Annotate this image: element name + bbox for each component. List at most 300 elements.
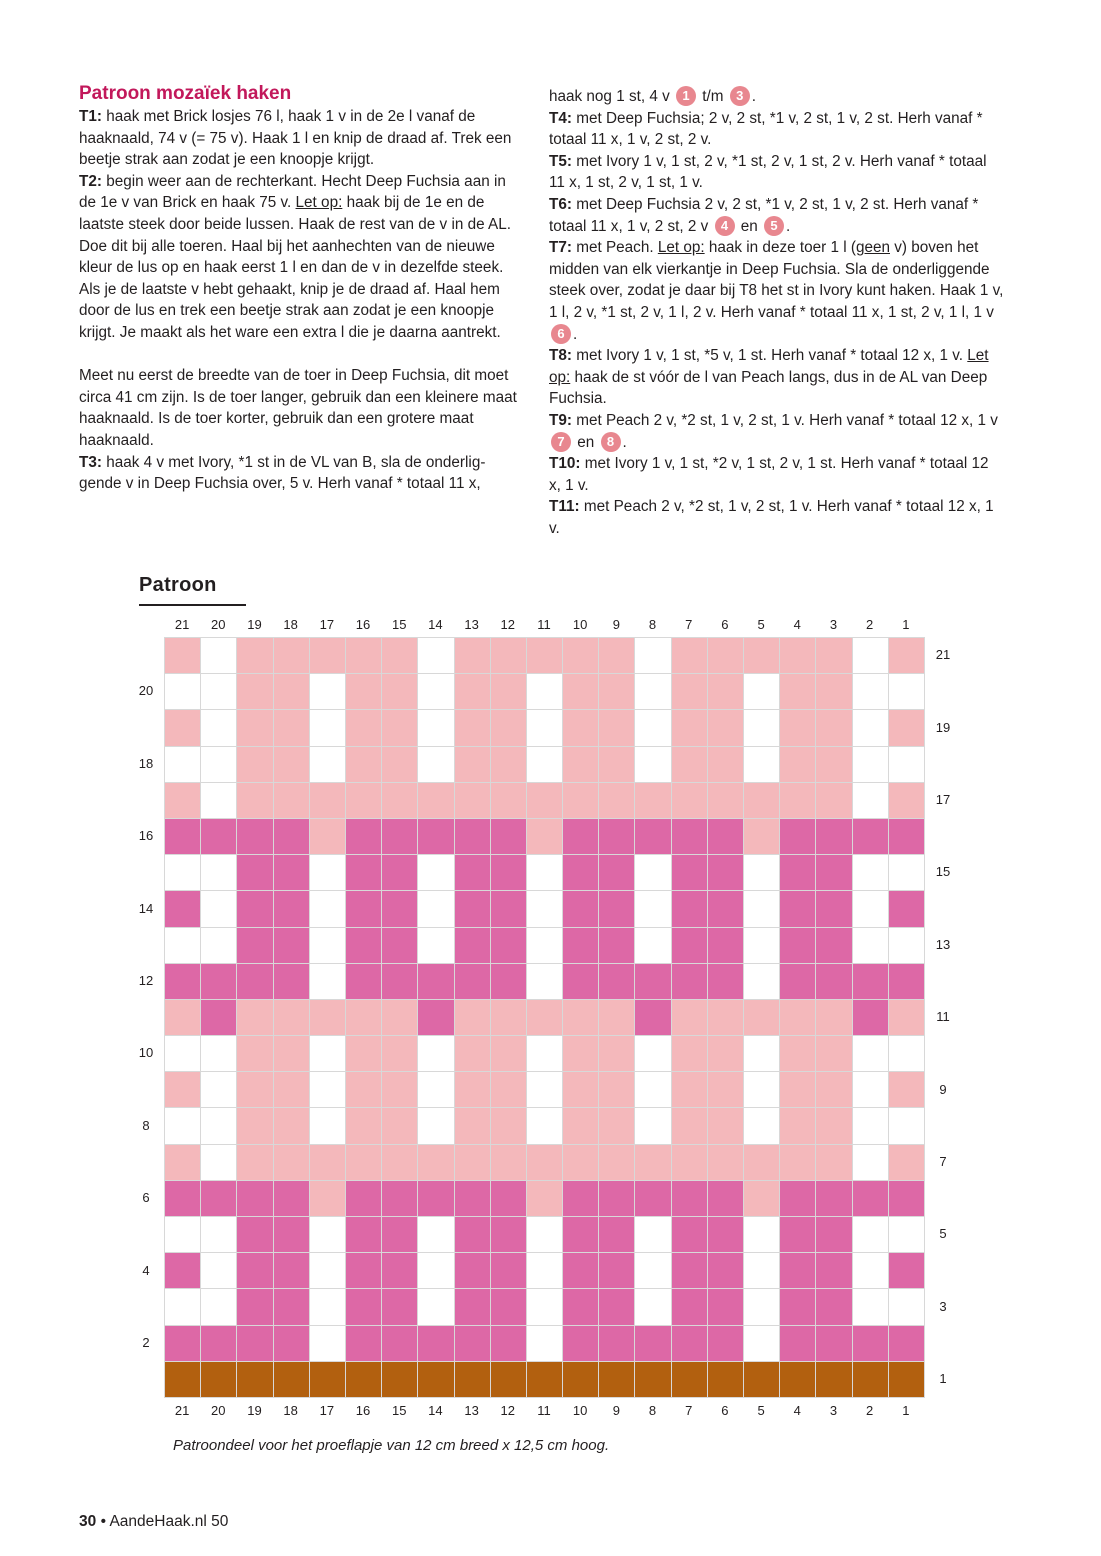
instruction-paragraph bbox=[79, 106, 524, 171]
emphasis-text: Let op: bbox=[657, 239, 705, 257]
stitch-cell-peach bbox=[708, 747, 744, 783]
stitch-cell-ivory bbox=[744, 964, 780, 1000]
column-number: 16 bbox=[355, 617, 371, 632]
text-run: met Peach 2 v, *2 st, 1 v, 2 st, 1 v. Herh vanaf * totaal 12 x, 1 v bbox=[571, 411, 998, 429]
row-number-right: 9 bbox=[939, 1081, 947, 1097]
stitch-cell-ivory bbox=[165, 747, 201, 783]
row-number-right: 19 bbox=[935, 719, 951, 735]
row-number-left: 6 bbox=[142, 1190, 150, 1206]
stitch-cell-ivory bbox=[165, 1108, 201, 1144]
stitch-cell-deep-fuchsia bbox=[455, 1253, 491, 1289]
stitch-cell-deep-fuchsia bbox=[455, 964, 491, 1000]
text-run: met Ivory 1 v, 1 st, *5 v, 1 st. Herh vanaf * totaal 12 x, 1 v. bbox=[571, 347, 968, 365]
stitch-cell-ivory bbox=[527, 747, 563, 783]
stitch-cell-deep-fuchsia bbox=[635, 1000, 671, 1036]
stitch-cell-deep-fuchsia bbox=[274, 891, 310, 927]
stitch-cell-deep-fuchsia bbox=[635, 819, 671, 855]
stitch-cell-brick bbox=[382, 1362, 418, 1398]
stitch-cell-deep-fuchsia bbox=[853, 819, 889, 855]
stitch-cell-peach bbox=[816, 674, 852, 710]
stitch-cell-ivory bbox=[201, 710, 237, 746]
stitch-cell-deep-fuchsia bbox=[382, 1217, 418, 1253]
stitch-cell-peach bbox=[599, 1036, 635, 1072]
stitch-cell-peach bbox=[346, 1036, 382, 1072]
stitch-cell-deep-fuchsia bbox=[672, 1326, 708, 1362]
stitch-cell-ivory bbox=[165, 928, 201, 964]
stitch-cell-peach bbox=[889, 783, 925, 819]
text-run: haak bij de 1e en de laatste steek door beide lussen. Haak de rest van de v in de AL. Doe dit bij alle toeren. Haal bij het aanhechten van de nieuwe kleur de lus op en haak eerst 1 l en dan de v in dezelfde steek. Als je de laatste v hebt gehaakt, knip je de draad af. Haal hem door de lus en trek een beetje strak aan zodat je een knoopje krijgt. Je maakt als het ware een extra l die je daarna aantrekt. bbox=[79, 194, 511, 341]
column-number: 8 bbox=[648, 1403, 657, 1418]
stitch-cell-ivory bbox=[201, 1145, 237, 1181]
stitch-cell-deep-fuchsia bbox=[237, 1253, 273, 1289]
stitch-cell-deep-fuchsia bbox=[346, 964, 382, 1000]
row-number-right: 5 bbox=[939, 1226, 947, 1242]
stitch-cell-deep-fuchsia bbox=[563, 1217, 599, 1253]
round-label: T1: bbox=[79, 108, 102, 125]
mosaic-pattern-chart bbox=[164, 637, 925, 1398]
stitch-cell-deep-fuchsia bbox=[599, 1289, 635, 1325]
stitch-cell-ivory bbox=[310, 855, 346, 891]
stitch-cell-ivory bbox=[310, 964, 346, 1000]
stitch-cell-peach bbox=[672, 1036, 708, 1072]
stitch-cell-deep-fuchsia bbox=[672, 891, 708, 927]
stitch-cell-peach bbox=[346, 1145, 382, 1181]
row-number-right: 13 bbox=[935, 936, 951, 952]
stitch-cell-deep-fuchsia bbox=[382, 1289, 418, 1325]
pattern-title: Patroon bbox=[139, 574, 217, 596]
stitch-cell-deep-fuchsia bbox=[563, 1181, 599, 1217]
stitch-cell-ivory bbox=[744, 1217, 780, 1253]
stitch-cell-ivory bbox=[744, 1326, 780, 1362]
row-number-right: 1 bbox=[939, 1371, 947, 1387]
row-number-left: 20 bbox=[138, 683, 154, 699]
stitch-cell-deep-fuchsia bbox=[708, 928, 744, 964]
stitch-cell-ivory bbox=[635, 674, 671, 710]
stitch-cell-peach bbox=[274, 747, 310, 783]
stitch-cell-deep-fuchsia bbox=[455, 1326, 491, 1362]
stitch-cell-ivory bbox=[310, 1217, 346, 1253]
stitch-cell-ivory bbox=[310, 747, 346, 783]
stitch-cell-peach bbox=[599, 1000, 635, 1036]
stitch-cell-deep-fuchsia bbox=[274, 1326, 310, 1362]
stitch-cell-deep-fuchsia bbox=[346, 819, 382, 855]
stitch-cell-deep-fuchsia bbox=[237, 891, 273, 927]
stitch-cell-deep-fuchsia bbox=[165, 1181, 201, 1217]
stitch-cell-peach bbox=[346, 674, 382, 710]
text-run: met Deep Fuchsia 2 v, 2 st, *1 v, 2 st, 1 v, 2 st. Herh vanaf * totaal 11 x, 1 v, 2 st, 2 v bbox=[549, 195, 979, 235]
stitch-cell-ivory bbox=[853, 1253, 889, 1289]
stitch-cell-ivory bbox=[201, 1108, 237, 1144]
stitch-cell-deep-fuchsia bbox=[780, 855, 816, 891]
stitch-cell-deep-fuchsia bbox=[418, 1181, 454, 1217]
stitch-cell-deep-fuchsia bbox=[889, 1181, 925, 1217]
instructions-right-column bbox=[549, 86, 1004, 539]
stitch-cell-ivory bbox=[853, 638, 889, 674]
stitch-cell-deep-fuchsia bbox=[816, 1326, 852, 1362]
stitch-cell-brick bbox=[635, 1362, 671, 1398]
stitch-cell-deep-fuchsia bbox=[708, 1217, 744, 1253]
stitch-cell-deep-fuchsia bbox=[455, 1217, 491, 1253]
text-run: . bbox=[622, 433, 627, 451]
stitch-cell-ivory bbox=[635, 1108, 671, 1144]
stitch-cell-peach bbox=[491, 674, 527, 710]
stitch-cell-ivory bbox=[853, 1036, 889, 1072]
stitch-cell-peach bbox=[708, 1145, 744, 1181]
stitch-cell-peach bbox=[527, 638, 563, 674]
text-run: haak 4 v met Ivory, *1 st in de VL van B, sla de onderlig-gende v in Deep Fuchsia over, 5 v. Herh vanaf * totaal 11 x, bbox=[79, 453, 486, 493]
stitch-cell-peach bbox=[744, 638, 780, 674]
stitch-cell-deep-fuchsia bbox=[455, 1181, 491, 1217]
column-number: 21 bbox=[174, 617, 190, 632]
stitch-cell-ivory bbox=[310, 1326, 346, 1362]
stitch-cell-deep-fuchsia bbox=[816, 928, 852, 964]
instruction-paragraph bbox=[79, 365, 524, 451]
stitch-cell-ivory bbox=[635, 710, 671, 746]
stitch-cell-deep-fuchsia bbox=[165, 891, 201, 927]
stitch-cell-deep-fuchsia bbox=[599, 1326, 635, 1362]
stitch-cell-deep-fuchsia bbox=[780, 1289, 816, 1325]
stitch-cell-ivory bbox=[889, 928, 925, 964]
stitch-cell-deep-fuchsia bbox=[563, 1326, 599, 1362]
stitch-cell-ivory bbox=[889, 747, 925, 783]
stitch-cell-deep-fuchsia bbox=[274, 1181, 310, 1217]
row-number-left: 18 bbox=[138, 755, 154, 771]
stitch-cell-deep-fuchsia bbox=[780, 891, 816, 927]
stitch-cell-peach bbox=[455, 1145, 491, 1181]
stitch-cell-deep-fuchsia bbox=[165, 819, 201, 855]
text-run: haak nog 1 st, 4 v bbox=[549, 88, 675, 105]
stitch-cell-deep-fuchsia bbox=[708, 1326, 744, 1362]
stitch-cell-ivory bbox=[201, 855, 237, 891]
stitch-cell-peach bbox=[708, 710, 744, 746]
stitch-cell-deep-fuchsia bbox=[708, 891, 744, 927]
row-number-left: 2 bbox=[142, 1334, 150, 1350]
stitch-cell-peach bbox=[563, 1036, 599, 1072]
stitch-cell-deep-fuchsia bbox=[708, 819, 744, 855]
row-number-right: 3 bbox=[939, 1298, 947, 1314]
stitch-cell-peach bbox=[672, 1072, 708, 1108]
column-number: 1 bbox=[902, 1403, 910, 1418]
stitch-cell-peach bbox=[274, 674, 310, 710]
stitch-cell-ivory bbox=[201, 1289, 237, 1325]
instruction-paragraph bbox=[549, 410, 1004, 453]
column-number: 14 bbox=[428, 1403, 443, 1418]
stitch-cell-peach bbox=[780, 1145, 816, 1181]
column-numbers-bottom bbox=[164, 1403, 924, 1418]
stitch-cell-deep-fuchsia bbox=[237, 928, 273, 964]
stitch-cell-ivory bbox=[310, 1072, 346, 1108]
stitch-cell-ivory bbox=[418, 1072, 454, 1108]
stitch-cell-peach bbox=[599, 783, 635, 819]
text-run: . bbox=[573, 325, 578, 343]
stitch-cell-brick bbox=[201, 1362, 237, 1398]
stitch-cell-ivory bbox=[201, 928, 237, 964]
stitch-cell-brick bbox=[744, 1362, 780, 1398]
stitch-cell-ivory bbox=[418, 1289, 454, 1325]
stitch-cell-peach bbox=[274, 1072, 310, 1108]
stitch-cell-ivory bbox=[418, 1253, 454, 1289]
stitch-cell-deep-fuchsia bbox=[889, 891, 925, 927]
stitch-cell-ivory bbox=[201, 891, 237, 927]
stitch-cell-peach bbox=[382, 710, 418, 746]
column-number: 2 bbox=[866, 1403, 874, 1418]
stitch-cell-ivory bbox=[889, 1217, 925, 1253]
stitch-cell-brick bbox=[563, 1362, 599, 1398]
stitch-cell-deep-fuchsia bbox=[201, 964, 237, 1000]
text-run: met Ivory 1 v, 1 st, 2 v, *1 st, 2 v, 1 st, 2 v. Herh vanaf * totaal 11 x, 1 st, 2 v, 1 st, 1 v. bbox=[549, 152, 987, 192]
text-run: haak de st vóór de l van Peach langs, dus in de AL van Deep Fuchsia. bbox=[549, 368, 988, 408]
stitch-cell-peach bbox=[672, 710, 708, 746]
stitch-cell-peach bbox=[708, 1108, 744, 1144]
stitch-cell-peach bbox=[346, 1000, 382, 1036]
stitch-cell-peach bbox=[889, 710, 925, 746]
text-run: t/m bbox=[698, 88, 728, 105]
stitch-cell-ivory bbox=[853, 710, 889, 746]
row-number-right: 7 bbox=[939, 1153, 947, 1169]
stitch-cell-deep-fuchsia bbox=[346, 1289, 382, 1325]
column-number: 5 bbox=[757, 617, 765, 632]
stitch-cell-deep-fuchsia bbox=[237, 1289, 273, 1325]
stitch-cell-peach bbox=[563, 747, 599, 783]
stitch-cell-deep-fuchsia bbox=[382, 928, 418, 964]
row-number-left: 14 bbox=[138, 900, 154, 916]
stitch-cell-deep-fuchsia bbox=[708, 1253, 744, 1289]
stitch-cell-peach bbox=[672, 747, 708, 783]
stitch-cell-ivory bbox=[527, 928, 563, 964]
stitch-cell-deep-fuchsia bbox=[455, 855, 491, 891]
stitch-cell-peach bbox=[491, 1000, 527, 1036]
stitch-cell-deep-fuchsia bbox=[201, 819, 237, 855]
column-number: 2 bbox=[866, 617, 874, 632]
emphasis-text: geen bbox=[855, 239, 890, 257]
column-number: 11 bbox=[537, 617, 551, 632]
stitch-cell-ivory bbox=[527, 1217, 563, 1253]
stitch-cell-peach bbox=[816, 710, 852, 746]
stitch-cell-peach bbox=[237, 1000, 273, 1036]
stitch-cell-deep-fuchsia bbox=[274, 855, 310, 891]
left-text-body bbox=[79, 106, 524, 495]
instruction-paragraph bbox=[79, 452, 524, 495]
stitch-cell-deep-fuchsia bbox=[491, 1253, 527, 1289]
stitch-cell-peach bbox=[889, 1000, 925, 1036]
instruction-paragraph bbox=[549, 453, 1004, 496]
stitch-cell-brick bbox=[165, 1362, 201, 1398]
stitch-cell-brick bbox=[708, 1362, 744, 1398]
column-number: 7 bbox=[685, 617, 693, 632]
stitch-cell-peach bbox=[780, 638, 816, 674]
stitch-cell-ivory bbox=[201, 1253, 237, 1289]
stitch-cell-peach bbox=[780, 783, 816, 819]
stitch-cell-peach bbox=[491, 710, 527, 746]
stitch-cell-peach bbox=[346, 1072, 382, 1108]
stitch-cell-peach bbox=[563, 710, 599, 746]
stitch-cell-peach bbox=[165, 1000, 201, 1036]
stitch-cell-deep-fuchsia bbox=[780, 1253, 816, 1289]
stitch-cell-ivory bbox=[165, 855, 201, 891]
stitch-cell-deep-fuchsia bbox=[491, 928, 527, 964]
stitch-cell-ivory bbox=[635, 855, 671, 891]
stitch-cell-peach bbox=[491, 1108, 527, 1144]
stitch-cell-peach bbox=[491, 638, 527, 674]
text-run: haak in deze toer 1 l ( bbox=[704, 239, 856, 257]
stitch-cell-deep-fuchsia bbox=[382, 819, 418, 855]
stitch-cell-deep-fuchsia bbox=[382, 855, 418, 891]
stitch-cell-peach bbox=[816, 783, 852, 819]
stitch-cell-deep-fuchsia bbox=[237, 964, 273, 1000]
column-number: 3 bbox=[829, 1403, 838, 1418]
stitch-cell-deep-fuchsia bbox=[780, 1181, 816, 1217]
stitch-cell-ivory bbox=[744, 1253, 780, 1289]
stitch-cell-peach bbox=[672, 1000, 708, 1036]
stitch-cell-ivory bbox=[744, 855, 780, 891]
stitch-cell-ivory bbox=[165, 1036, 201, 1072]
stitch-cell-deep-fuchsia bbox=[418, 964, 454, 1000]
column-number: 18 bbox=[283, 617, 298, 632]
row-number-left: 4 bbox=[142, 1262, 150, 1278]
stitch-cell-peach bbox=[382, 1145, 418, 1181]
stitch-cell-peach bbox=[635, 1145, 671, 1181]
stitch-cell-deep-fuchsia bbox=[455, 928, 491, 964]
stitch-cell-deep-fuchsia bbox=[455, 891, 491, 927]
stitch-cell-peach bbox=[780, 1036, 816, 1072]
stitch-cell-ivory bbox=[201, 1072, 237, 1108]
column-number: 12 bbox=[500, 617, 516, 632]
stitch-cell-deep-fuchsia bbox=[491, 891, 527, 927]
stitch-cell-peach bbox=[382, 674, 418, 710]
stitch-cell-ivory bbox=[310, 928, 346, 964]
column-number: 14 bbox=[428, 617, 443, 632]
stitch-cell-deep-fuchsia bbox=[563, 819, 599, 855]
stitch-cell-ivory bbox=[418, 891, 454, 927]
text-run: en bbox=[736, 217, 763, 235]
stitch-cell-deep-fuchsia bbox=[491, 1217, 527, 1253]
stitch-cell-peach bbox=[527, 819, 563, 855]
stitch-cell-deep-fuchsia bbox=[889, 819, 925, 855]
stitch-cell-brick bbox=[310, 1362, 346, 1398]
footer-bullet: • bbox=[100, 1513, 106, 1530]
column-number: 6 bbox=[721, 617, 729, 632]
stitch-cell-peach bbox=[165, 710, 201, 746]
text-run: met Deep Fuchsia; 2 v, 2 st, *1 v, 2 st, 1 v, 2 st. Herh vanaf * totaal 11 x, 1 v, 2 st, 2 v. bbox=[549, 109, 983, 149]
stitch-cell-brick bbox=[889, 1362, 925, 1398]
stitch-cell-deep-fuchsia bbox=[274, 1289, 310, 1325]
stitch-cell-peach bbox=[455, 1036, 491, 1072]
stitch-cell-ivory bbox=[418, 928, 454, 964]
stitch-cell-peach bbox=[310, 1000, 346, 1036]
stitch-cell-ivory bbox=[889, 1036, 925, 1072]
stitch-cell-peach bbox=[382, 783, 418, 819]
stitch-cell-deep-fuchsia bbox=[599, 1217, 635, 1253]
column-number: 1 bbox=[902, 617, 910, 632]
stitch-cell-ivory bbox=[635, 1036, 671, 1072]
stitch-cell-ivory bbox=[527, 1326, 563, 1362]
stitch-cell-ivory bbox=[853, 747, 889, 783]
stitch-cell-peach bbox=[237, 747, 273, 783]
text-run: . bbox=[751, 88, 757, 105]
stitch-cell-peach bbox=[418, 1145, 454, 1181]
stitch-cell-peach bbox=[563, 1108, 599, 1144]
stitch-cell-ivory bbox=[635, 1289, 671, 1325]
stitch-cell-ivory bbox=[310, 1253, 346, 1289]
text-run: haak met Brick losjes 76 l, haak 1 v in de 2e l vanaf de haaknaald, 74 v (= 75 v). Haak 1 l en knip de draad af. Trek een beetje strak aan zodat je een knoopje krijgt. bbox=[79, 108, 512, 169]
stitch-cell-ivory bbox=[418, 1036, 454, 1072]
stitch-cell-deep-fuchsia bbox=[237, 855, 273, 891]
paragraph-gap bbox=[79, 344, 524, 366]
stitch-cell-peach bbox=[346, 783, 382, 819]
stitch-cell-peach bbox=[672, 1145, 708, 1181]
column-number: 20 bbox=[211, 1403, 226, 1418]
stitch-cell-peach bbox=[491, 783, 527, 819]
column-number: 9 bbox=[612, 1403, 620, 1418]
stitch-cell-deep-fuchsia bbox=[237, 1217, 273, 1253]
stitch-cell-deep-fuchsia bbox=[816, 819, 852, 855]
stitch-cell-ivory bbox=[635, 1217, 671, 1253]
column-number: 15 bbox=[391, 1403, 407, 1418]
stitch-cell-deep-fuchsia bbox=[491, 1181, 527, 1217]
instruction-paragraph bbox=[549, 345, 1004, 410]
stitch-cell-brick bbox=[853, 1362, 889, 1398]
pattern-title-underline bbox=[139, 604, 246, 606]
step-marker-circle: 1 bbox=[676, 86, 696, 106]
stitch-cell-ivory bbox=[418, 1217, 454, 1253]
column-number: 21 bbox=[174, 1403, 190, 1418]
stitch-cell-deep-fuchsia bbox=[599, 928, 635, 964]
instruction-paragraph bbox=[549, 86, 1004, 108]
stitch-cell-deep-fuchsia bbox=[816, 1253, 852, 1289]
stitch-cell-ivory bbox=[635, 928, 671, 964]
stitch-cell-peach bbox=[455, 674, 491, 710]
stitch-cell-deep-fuchsia bbox=[346, 1326, 382, 1362]
stitch-cell-peach bbox=[816, 1036, 852, 1072]
stitch-cell-deep-fuchsia bbox=[599, 1181, 635, 1217]
section-heading: Patroon mozaïek haken bbox=[79, 83, 292, 104]
stitch-cell-peach bbox=[672, 638, 708, 674]
column-number: 5 bbox=[757, 1403, 765, 1418]
stitch-cell-deep-fuchsia bbox=[780, 928, 816, 964]
column-number: 4 bbox=[793, 617, 801, 632]
stitch-cell-brick bbox=[237, 1362, 273, 1398]
column-number: 3 bbox=[829, 617, 838, 632]
stitch-cell-deep-fuchsia bbox=[274, 819, 310, 855]
stitch-cell-ivory bbox=[527, 891, 563, 927]
stitch-cell-deep-fuchsia bbox=[816, 1289, 852, 1325]
stitch-cell-deep-fuchsia bbox=[237, 1181, 273, 1217]
stitch-cell-deep-fuchsia bbox=[816, 855, 852, 891]
row-number-left: 12 bbox=[138, 972, 154, 988]
stitch-cell-ivory bbox=[310, 1036, 346, 1072]
row-number-left: 8 bbox=[142, 1117, 150, 1133]
stitch-cell-deep-fuchsia bbox=[672, 1217, 708, 1253]
stitch-cell-deep-fuchsia bbox=[274, 964, 310, 1000]
stitch-cell-deep-fuchsia bbox=[201, 1000, 237, 1036]
stitch-cell-deep-fuchsia bbox=[491, 855, 527, 891]
stitch-cell-ivory bbox=[744, 1289, 780, 1325]
stitch-cell-ivory bbox=[635, 638, 671, 674]
stitch-cell-ivory bbox=[527, 855, 563, 891]
stitch-cell-ivory bbox=[889, 1289, 925, 1325]
page-number: 30 bbox=[79, 1513, 97, 1530]
stitch-cell-peach bbox=[310, 783, 346, 819]
round-label: T11: bbox=[549, 498, 580, 516]
stitch-cell-peach bbox=[563, 1000, 599, 1036]
stitch-cell-peach bbox=[346, 710, 382, 746]
page-footer bbox=[79, 1513, 228, 1531]
instruction-paragraph bbox=[549, 151, 1004, 194]
stitch-cell-brick bbox=[274, 1362, 310, 1398]
stitch-cell-peach bbox=[165, 638, 201, 674]
stitch-cell-ivory bbox=[635, 1072, 671, 1108]
stitch-cell-peach bbox=[274, 1000, 310, 1036]
